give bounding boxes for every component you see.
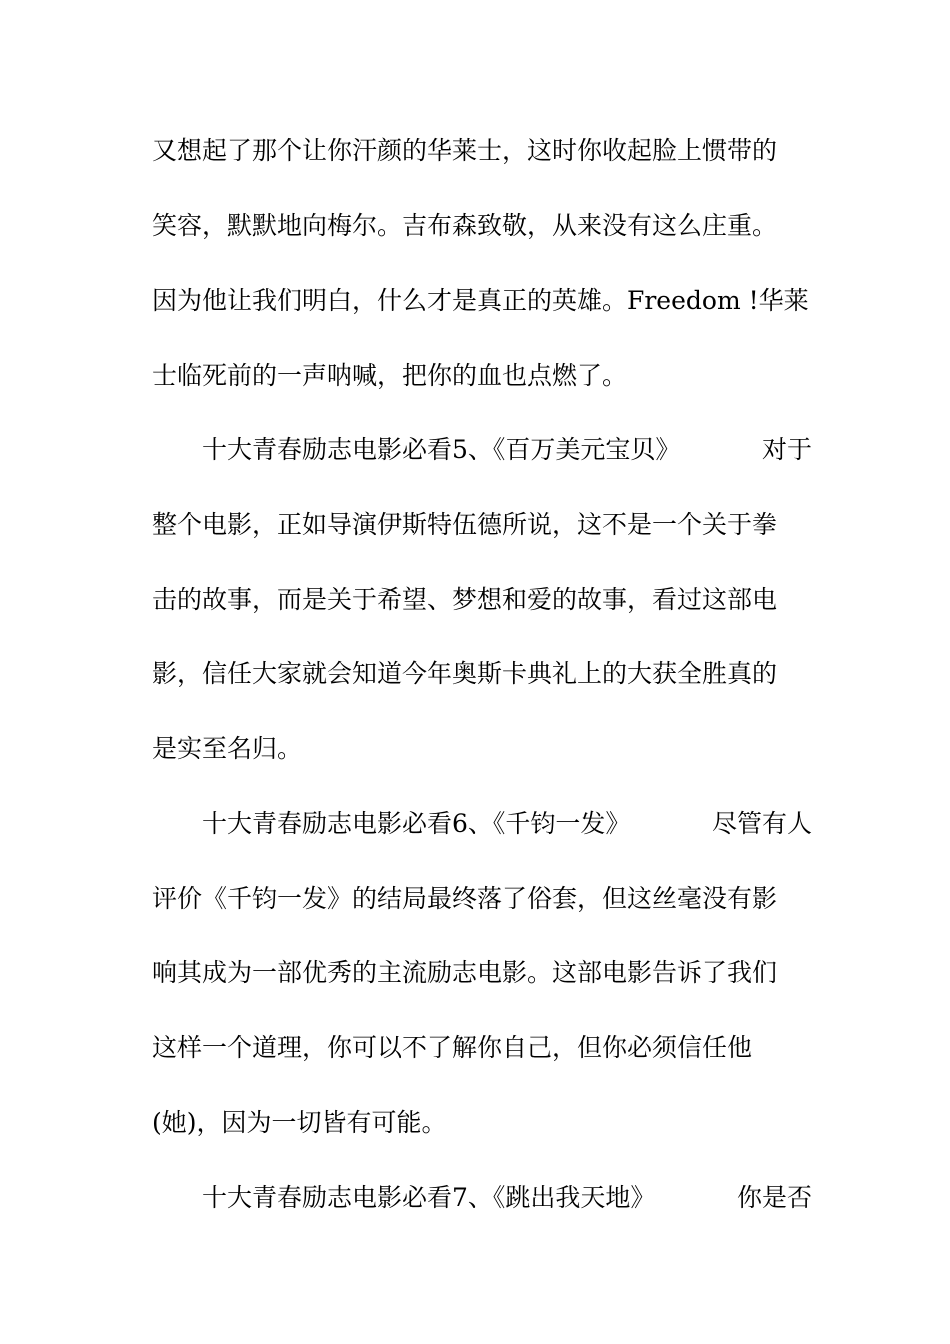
text-fragment: 你是否 [736, 1183, 812, 1212]
section-heading: 十大青春励志电影必看6、《千钧一发》 [202, 809, 631, 838]
section-heading-line [202, 430, 812, 470]
text-line: 击的故事，而是关于希望、梦想和爱的故事，看过这部电 [152, 585, 778, 614]
text-fragment: 尽管有人 [711, 809, 812, 838]
section-heading-line [202, 1178, 812, 1218]
text-line: 又想起了那个让你汗颜的华莱士，这时你收起脸上惯带的 [152, 136, 778, 165]
section-heading: 十大青春励志电影必看5、《百万美元宝贝》 [202, 435, 681, 464]
section-heading: 十大青春励志电影必看7、《跳出我天地》 [202, 1183, 656, 1212]
text-line: 影，信任大家就会知道今年奥斯卡典礼上的大获全胜真的 [152, 659, 778, 688]
text-line: 因为他让我们明白，什么才是真正的英雄。Freedom !华莱 [152, 286, 809, 315]
section-heading-line [202, 804, 812, 844]
text-line: 这样一个道理，你可以不了解你自己，但你必须信任他 [152, 1033, 753, 1062]
text-fragment: 对于 [761, 435, 812, 464]
text-line: 士临死前的一声呐喊，把你的血也点燃了。 [152, 361, 628, 390]
text-line: 响其成为一部优秀的主流励志电影。这部电影告诉了我们 [152, 958, 778, 987]
text-line: 评价《千钧一发》的结局最终落了俗套，但这丝毫没有影 [152, 884, 778, 913]
text-line: 笑容，默默地向梅尔。吉布森致敬，从来没有这么庄重。 [152, 211, 778, 240]
text-line: 是实至名归。 [152, 734, 303, 763]
text-line: (她)，因为一切皆有可能。 [152, 1108, 447, 1137]
text-line: 整个电影，正如导演伊斯特伍德所说，这不是一个关于拳 [152, 510, 778, 539]
